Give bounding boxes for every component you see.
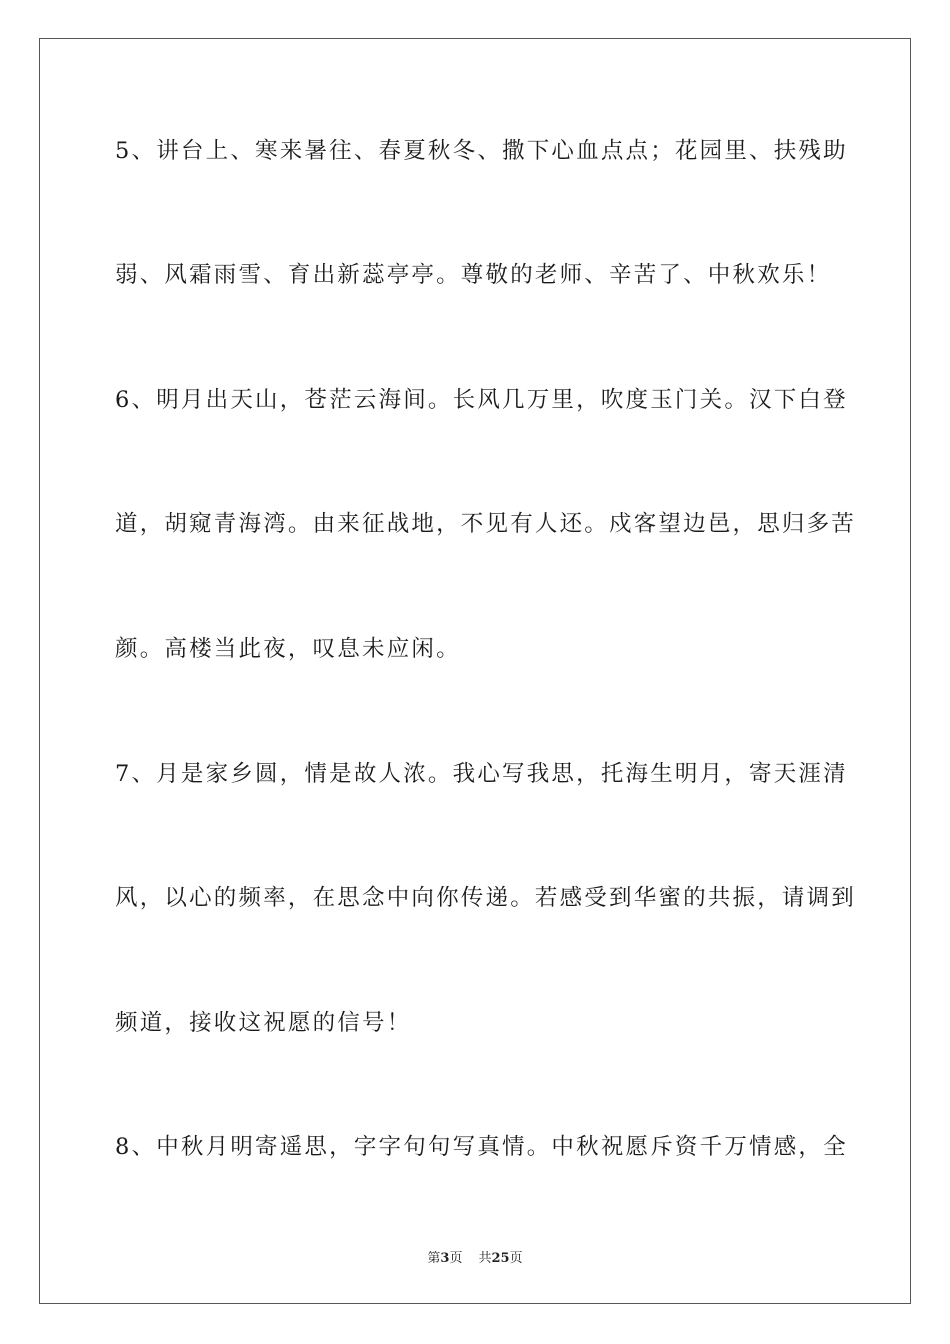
page-label (427, 1251, 462, 1266)
text-line: 弱、风霜雨雪、育出新蕊亭亭。尊敬的老师、辛苦了、中秋欢乐！ (115, 262, 832, 288)
page-number: 3 (440, 1251, 450, 1266)
page-frame (39, 38, 911, 1304)
text-line: 5、讲台上、寒来暑往、春夏秋冬、撒下心血点点；花园里、扶残助 (115, 138, 848, 164)
text-line: 6、明月出天山，苍茫云海间。长风几万里，吹度玉门关。汉下白登 (115, 387, 848, 413)
text-line: 8、中秋月明寄遥思，字字句句写真情。中秋祝愿斥资千万情感，全 (115, 1134, 848, 1160)
text-line: 颜。高楼当此夜，叹息未应闲。 (115, 636, 461, 662)
text-line: 7、月是家乡圆，情是故人浓。我心写我思，托海生明月，寄天涯清 (115, 761, 848, 787)
total-suffix: 页 (509, 1251, 523, 1266)
page-suffix: 页 (449, 1251, 463, 1266)
total-label (478, 1251, 522, 1266)
page-prefix: 第 (427, 1251, 441, 1266)
total-prefix: 共 (478, 1251, 492, 1266)
total-pages: 25 (491, 1251, 510, 1266)
text-line: 风，以心的频率，在思念中向你传递。若感受到华蜜的共振，请调到 (115, 885, 857, 911)
page-footer (0, 1247, 950, 1266)
text-line: 道，胡窥青海湾。由来征战地，不见有人还。戍客望边邑，思归多苦 (115, 511, 857, 537)
text-line: 频道，接收这祝愿的信号！ (115, 1010, 412, 1036)
